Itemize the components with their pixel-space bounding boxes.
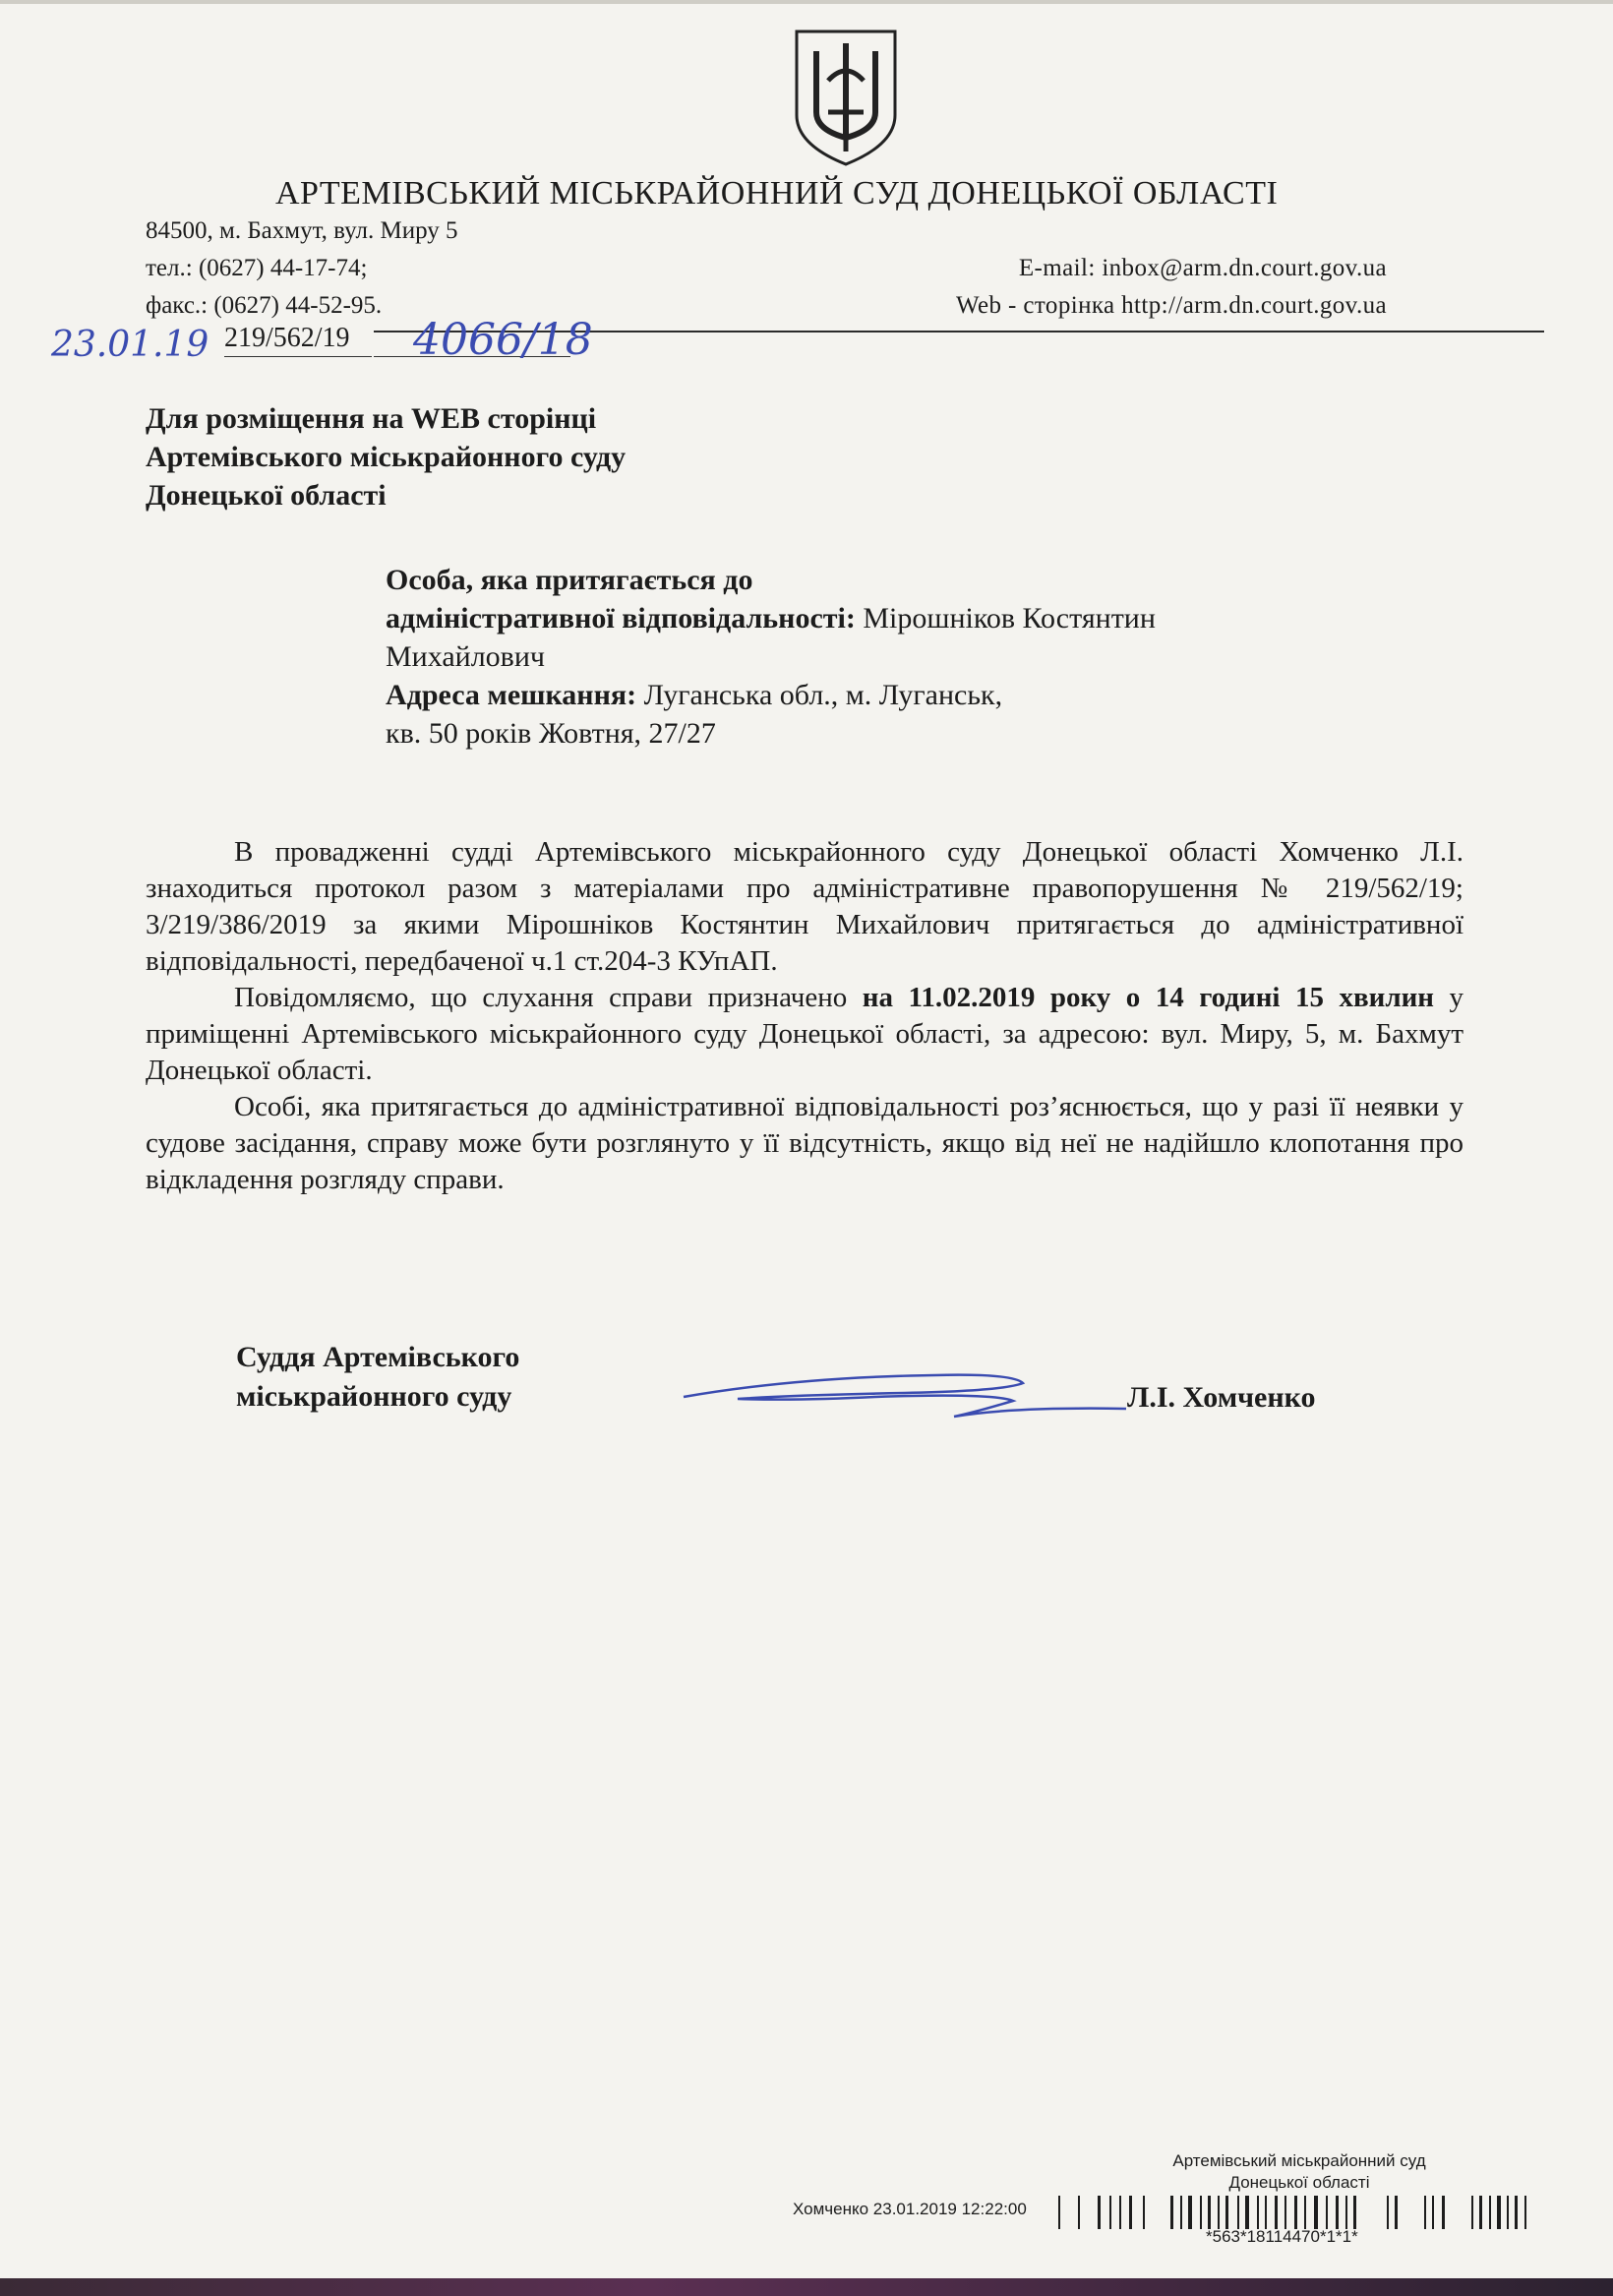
judge-title-line: Суддя Артемівського	[236, 1341, 520, 1373]
barcode	[1058, 2196, 1532, 2229]
trident-emblem	[787, 22, 905, 169]
person-name: Михайлович	[386, 640, 545, 673]
hearing-date-time: на 11.02.2019 року о 14 годині 15 хвилин	[862, 982, 1435, 1013]
handwritten-outgoing-number: 4066/18	[413, 315, 593, 365]
judge-name: Л.І. Хомченко	[1127, 1381, 1316, 1414]
paragraph: Особі, яка притягається до адміністративної відповідальності роз’яснюється, що у разі її неявки у судове засідання, справу може бути розглянуто у її відсутність, якщо від неї не надійшло клопотання про відкладення розгляду справи.	[146, 1091, 1464, 1195]
court-fax: факс.: (0627) 44-52-95.	[146, 292, 383, 319]
handwritten-signature	[679, 1358, 1131, 1426]
court-contacts-left	[146, 212, 458, 325]
person-address: кв. 50 років Жовтня, 27/27	[386, 717, 716, 750]
address-label: Адреса мешкання:	[386, 679, 637, 711]
scan-bottom-edge	[0, 2278, 1613, 2296]
court-address: 84500, м. Бахмут, вул. Миру 5	[146, 217, 458, 244]
court-email: E-mail: inbox@arm.dn.court.gov.ua	[1018, 255, 1387, 281]
handwritten-date: 23.01.19	[51, 325, 209, 365]
stamp-court-line: Артемівський міськрайонний суд	[1172, 2151, 1426, 2170]
court-web: Web - сторінка http://arm.dn.court.gov.ua	[956, 292, 1387, 319]
court-phone: тел.: (0627) 44-17-74;	[146, 255, 368, 281]
judge-title-line: міськрайонного суду	[236, 1380, 512, 1413]
person-label: Особа, яка притягається до	[386, 564, 753, 596]
person-label: адміністративної відповідальності:	[386, 602, 856, 634]
case-number: 219/562/19	[224, 323, 350, 353]
notice-body	[146, 834, 1464, 1198]
person-address: Луганська обл., м. Луганськ,	[643, 679, 1003, 711]
court-contacts-right	[846, 250, 1387, 325]
registration-stamp-court	[1157, 2150, 1442, 2194]
registration-user-time: Хомченко 23.01.2019 12:22:00	[793, 2200, 1027, 2218]
scan-top-edge	[0, 0, 1613, 4]
person-block	[386, 561, 1271, 753]
recipient-line: Для розміщення на WEB сторінці	[146, 402, 597, 435]
barcode-number: *563*18114470*1*1*	[1206, 2227, 1358, 2246]
judge-title	[236, 1338, 519, 1417]
paragraph: В провадженні судді Артемівського міськрайонного суду Донецької області Хомченко Л.І. знаходиться протокол разом з матеріалами про адміністративне правопорушення № 219/562/19; 3/219/386/2019 за якими Мірошніков Костянтин Михайлович притягається до адміністративної відповідальності, передбаченої ч.1 ст.204-3 КУпАП.	[146, 836, 1464, 977]
hearing-text-end: у приміщенні Артемівського міськрайонного суду Донецької області, за адресою: вул. Миру, 5, м. Бахмут Донецької області.	[146, 982, 1464, 1086]
paragraph	[146, 980, 1464, 1089]
recipient-line: Артемівського міськрайонного суду	[146, 441, 627, 473]
court-name: АРТЕМІВСЬКИЙ МІСЬКРАЙОННИЙ СУД ДОНЕЦЬКОЇ ОБЛАСТІ	[275, 175, 1279, 211]
recipient-line: Донецької області	[146, 479, 387, 512]
case-number-underline	[224, 356, 372, 357]
hearing-text-start: Повідомляємо, що слухання справи призначено	[234, 982, 848, 1013]
recipient-block	[146, 399, 626, 514]
stamp-court-line: Донецької області	[1228, 2173, 1370, 2192]
person-name: Мірошніков Костянтин	[863, 602, 1156, 634]
